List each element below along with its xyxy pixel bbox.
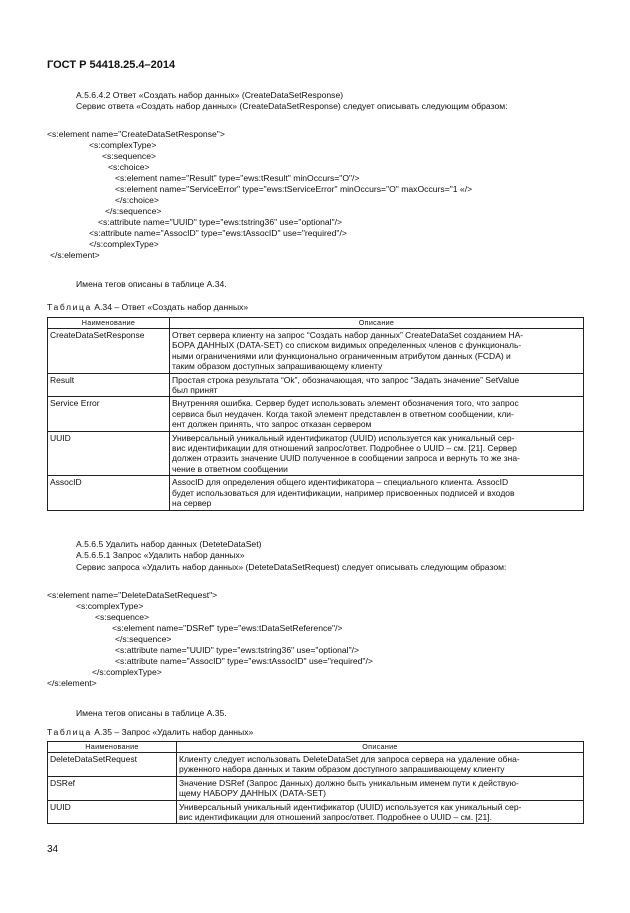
cell-description [170, 329, 584, 374]
document-header: ГОСТ Р 54418.25.4–2014 [47, 59, 176, 71]
cell-description [177, 800, 584, 824]
description-line: чение в ответном сообщении [172, 463, 288, 474]
table-row [48, 753, 584, 777]
cell-name: AssocID [48, 476, 170, 510]
code-line: </s:complexType> [89, 239, 159, 249]
cell-name: UUID [48, 800, 177, 824]
code-line: <s:element name="ServiceError" type="ews:tServiceError" minOccurs="O" maxOccurs="1 «/> [115, 184, 473, 194]
table-header-row [48, 318, 584, 329]
page-number: 34 [47, 844, 59, 855]
cell-name: DeleteDataSetRequest [48, 753, 177, 777]
cell-name: Service Error [48, 397, 170, 431]
code-line: <s:complexType> [76, 601, 144, 611]
code-line: <s:complexType> [89, 140, 157, 150]
cell-description [170, 373, 584, 397]
caption-prefix: Таблица [47, 727, 92, 737]
code-line: <s:choice> [108, 162, 150, 172]
description-line: вис идентификации для отношений запрос/ответ. Подробнее о UUID – см. [21]. [179, 812, 492, 823]
description-line: Универсальный уникальный идентификатор (UUID) используется как уникальный сер- [172, 432, 515, 443]
code-line: </s:complexType> [92, 667, 162, 677]
cell-name: DSRef [48, 776, 177, 800]
code-line: </s:sequence> [115, 634, 172, 644]
table-a35 [47, 741, 584, 824]
description-line: ент должен принять, что запрос отказан сервером [172, 419, 372, 430]
description-line: Значение DSRef (Запрос Данных) должно быть уникальным именем пути к действую- [179, 777, 519, 788]
description-line: щему НАБОРУ ДАННЫХ (DATA-SET) [179, 788, 327, 799]
code-line: <s:element name="CreateDataSetResponse"> [47, 129, 225, 139]
table-row [48, 800, 584, 824]
code-line: <s:attribute name="AssocID" type="ews:tAssocID" use="required"/> [89, 228, 347, 238]
table-row [48, 476, 584, 510]
code-line: <s:attribute name="AssocID" type="ews:tAssocID" use="required"/> [115, 656, 373, 666]
section-intro-response: Сервис ответа «Создать набор данных» (CreateDataSetResponse) следует описывать следующим образом: [76, 101, 508, 111]
table-row [48, 329, 584, 374]
description-line: Универсальный уникальный идентификатор (UUID) используется как уникальный сер- [179, 801, 522, 812]
description-line: должен отразить значение UUID полученное в сообщении запроса и вернуть то же зна- [172, 453, 520, 464]
section-subheading-delete-request: A.5.6.5.1 Запрос «Удалить набор данных» [76, 550, 245, 560]
table-a34 [47, 317, 584, 511]
caption-prefix: Таблица [47, 302, 92, 312]
description-line: Ответ сервера клиенту на запрос “Создать набор данных” CreateDataSet созданием НА- [172, 330, 524, 340]
table-row [48, 373, 584, 397]
code-line: <s:element name="DeleteDataSetRequest"> [47, 590, 218, 600]
description-line: Внутренняя ошибка. Сервер будет использовать элемент обозначения того, что запрос [172, 398, 519, 409]
section-heading-delete: A.5.6.5 Удалить набор данных (DeteteDataSet) [76, 539, 262, 549]
table-row [48, 431, 584, 476]
description-line: будет использоваться для идентификации, например присвоенных подписей и входов [172, 487, 515, 498]
cell-description [170, 476, 584, 510]
column-header-name: Наименование [48, 742, 177, 753]
section-heading-response: A.5.6.4.2 Ответ «Создать набор данных» (CreateDataSetResponse) [76, 90, 344, 100]
cell-name: UUID [48, 431, 170, 476]
code-line: </s:element> [47, 678, 97, 688]
description-line: БОРА ДАННЫХ (DATA-SET) со списком видимых определенных членов с функциональ- [172, 340, 522, 351]
table-row [48, 397, 584, 431]
table-reference-a34: Имена тегов описаны в таблице А.34. [76, 279, 227, 289]
code-line: <s:element name="DSRef" type="ews:tDataSetReference"/> [112, 623, 343, 633]
description-line: AssocID для определения общего идентификатора – специального клиента. AssocID [172, 477, 509, 488]
table-caption-a34 [47, 302, 248, 312]
section-intro-delete-request: Сервис запроса «Удалить набор данных» (DeteteDataSetRequest) следует описывать следующим образом: [76, 562, 507, 572]
code-line: </s:choice> [115, 195, 159, 205]
cell-description [170, 397, 584, 431]
cell-description [177, 776, 584, 800]
caption-text: А.34 – Ответ «Создать набор данных» [94, 302, 249, 312]
description-line: ными ограничениями или функционально ограниченным атрибутом данных (FCDA) и [172, 350, 511, 361]
code-line: <s:element name="Result" type="ews:tResult" minOccurs="O"/> [115, 173, 360, 183]
description-line: был принят [172, 385, 218, 396]
code-line: <s:sequence> [102, 151, 156, 161]
table-reference-a35: Имена тегов описаны в таблице А.35. [76, 708, 227, 718]
description-line: вис идентификации для отношений запрос/ответ. Подробнее о UUID – см. [21]. Сервер [172, 443, 517, 454]
code-line: <s:attribute name="UUID" type="ews:tstring36" use="optional"/> [115, 645, 360, 655]
description-line: Клиенту следует использовать DeleteDataSet для запроса сервера на удаление обна- [179, 754, 520, 764]
cell-description [170, 431, 584, 476]
column-header-description: Описание [170, 318, 584, 329]
description-line: таким образом доступных запрашивающему клиенту [172, 361, 383, 372]
table-header-row [48, 742, 584, 753]
code-line: </s:sequence> [105, 206, 162, 216]
column-header-name: Наименование [48, 318, 170, 329]
cell-name: Result [48, 373, 170, 397]
description-line: сервиса был неудачен. Когда такой элемент представлен в ответном сообщении, кли- [172, 408, 514, 419]
table-row [48, 776, 584, 800]
description-line: на сервер [172, 498, 212, 509]
code-line: <s:attribute name="UUID" type="ews:tstring36" use="optional"/> [98, 217, 343, 227]
cell-name: CreateDataSetResponse [48, 329, 170, 374]
description-line: Простая строка результата “Ok”, обозначающая, что запрос “Задать значение” SetValue [172, 374, 520, 385]
code-line: </s:element> [50, 250, 100, 260]
column-header-description: Описание [177, 742, 584, 753]
caption-text: А.35 – Запрос «Удалить набор данных» [94, 727, 254, 737]
cell-description [177, 753, 584, 777]
description-line: руженного набора данных и таким образом доступного запрашивающему клиенту [179, 764, 505, 775]
code-line: <s:sequence> [95, 612, 149, 622]
table-caption-a35 [47, 727, 253, 737]
